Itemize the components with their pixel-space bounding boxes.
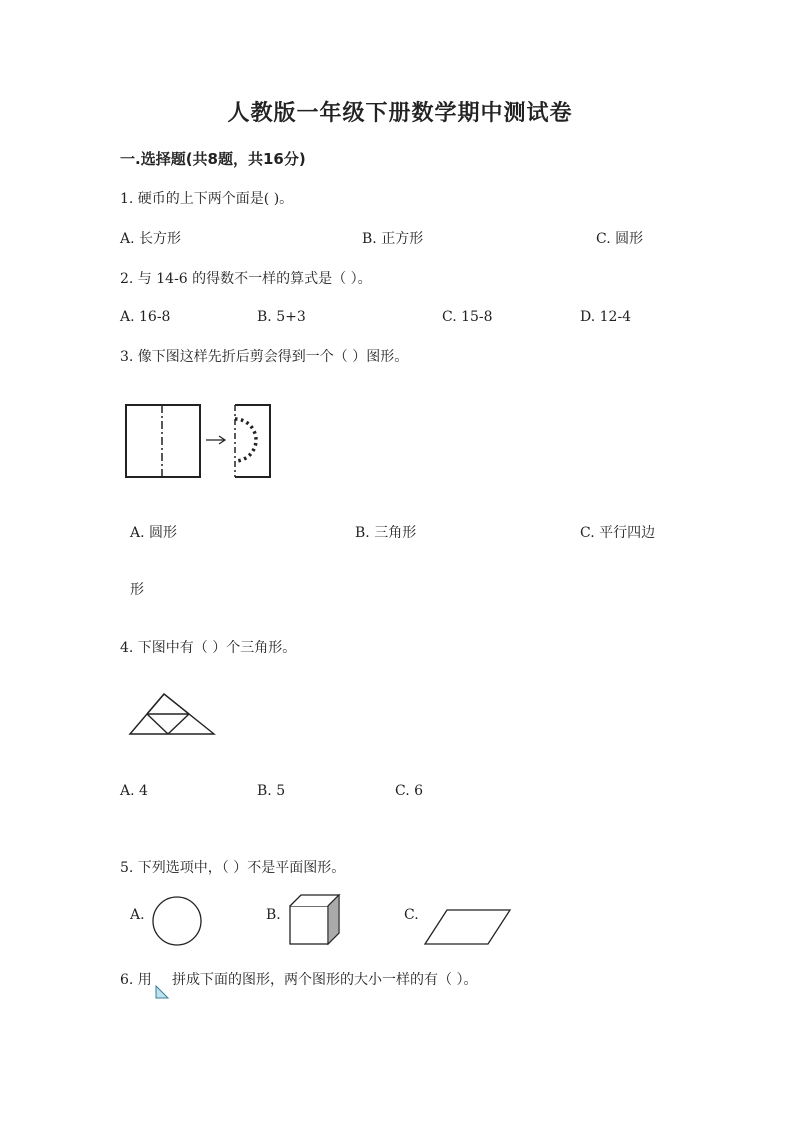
question-6-prefix: 6. 用 xyxy=(120,972,152,988)
question-6-text: 拼成下面的图形，两个图形的大小一样的有（ ）。 xyxy=(172,972,478,988)
question-2: 2. 与 14-6 的得数不一样的算式是（ ）。 xyxy=(120,271,372,287)
q4-option-b[interactable]: B. 5 xyxy=(257,783,286,799)
question-1: 1. 硬币的上下两个面是( )。 xyxy=(120,191,294,207)
triangle-tile-icon xyxy=(154,984,170,1000)
q5-option-b[interactable]: B. xyxy=(266,907,281,923)
q3-option-c[interactable]: C. 平行四边 xyxy=(580,525,656,541)
q3-option-c-continued: 形 xyxy=(130,582,144,598)
question-5: 5. 下列选项中，（ ）不是平面图形。 xyxy=(120,860,346,876)
page-title: 人教版一年级下册数学期中测试卷 xyxy=(227,101,573,126)
q4-option-c[interactable]: C. 6 xyxy=(395,783,424,799)
q1-option-c[interactable]: C. 圆形 xyxy=(596,231,644,247)
q2-option-b[interactable]: B. 5+3 xyxy=(257,309,306,325)
q3-option-b[interactable]: B. 三角形 xyxy=(355,525,417,541)
q4-option-a[interactable]: A. 4 xyxy=(120,783,148,799)
question-4: 4. 下图中有（ ）个三角形。 xyxy=(120,640,297,656)
q3-option-a[interactable]: A. 圆形 xyxy=(130,525,178,541)
triangles-figure xyxy=(126,690,218,736)
cube-icon xyxy=(288,893,344,949)
circle-icon xyxy=(150,894,204,948)
q5-option-c[interactable]: C. xyxy=(404,907,419,923)
q2-option-a[interactable]: A. 16-8 xyxy=(120,309,171,325)
q1-option-a[interactable]: A. 长方形 xyxy=(120,231,182,247)
q1-option-b[interactable]: B. 正方形 xyxy=(362,231,424,247)
fold-and-cut-figure xyxy=(120,400,280,482)
q2-option-c[interactable]: C. 15-8 xyxy=(442,309,493,325)
q5-option-a[interactable]: A. xyxy=(130,907,145,923)
parallelogram-icon xyxy=(422,907,514,947)
question-3: 3. 像下图这样先折后剪会得到一个（ ）图形。 xyxy=(120,349,409,365)
section-heading: 一.选择题(共8题，共16分) xyxy=(120,150,306,168)
q2-option-d[interactable]: D. 12-4 xyxy=(580,309,632,325)
